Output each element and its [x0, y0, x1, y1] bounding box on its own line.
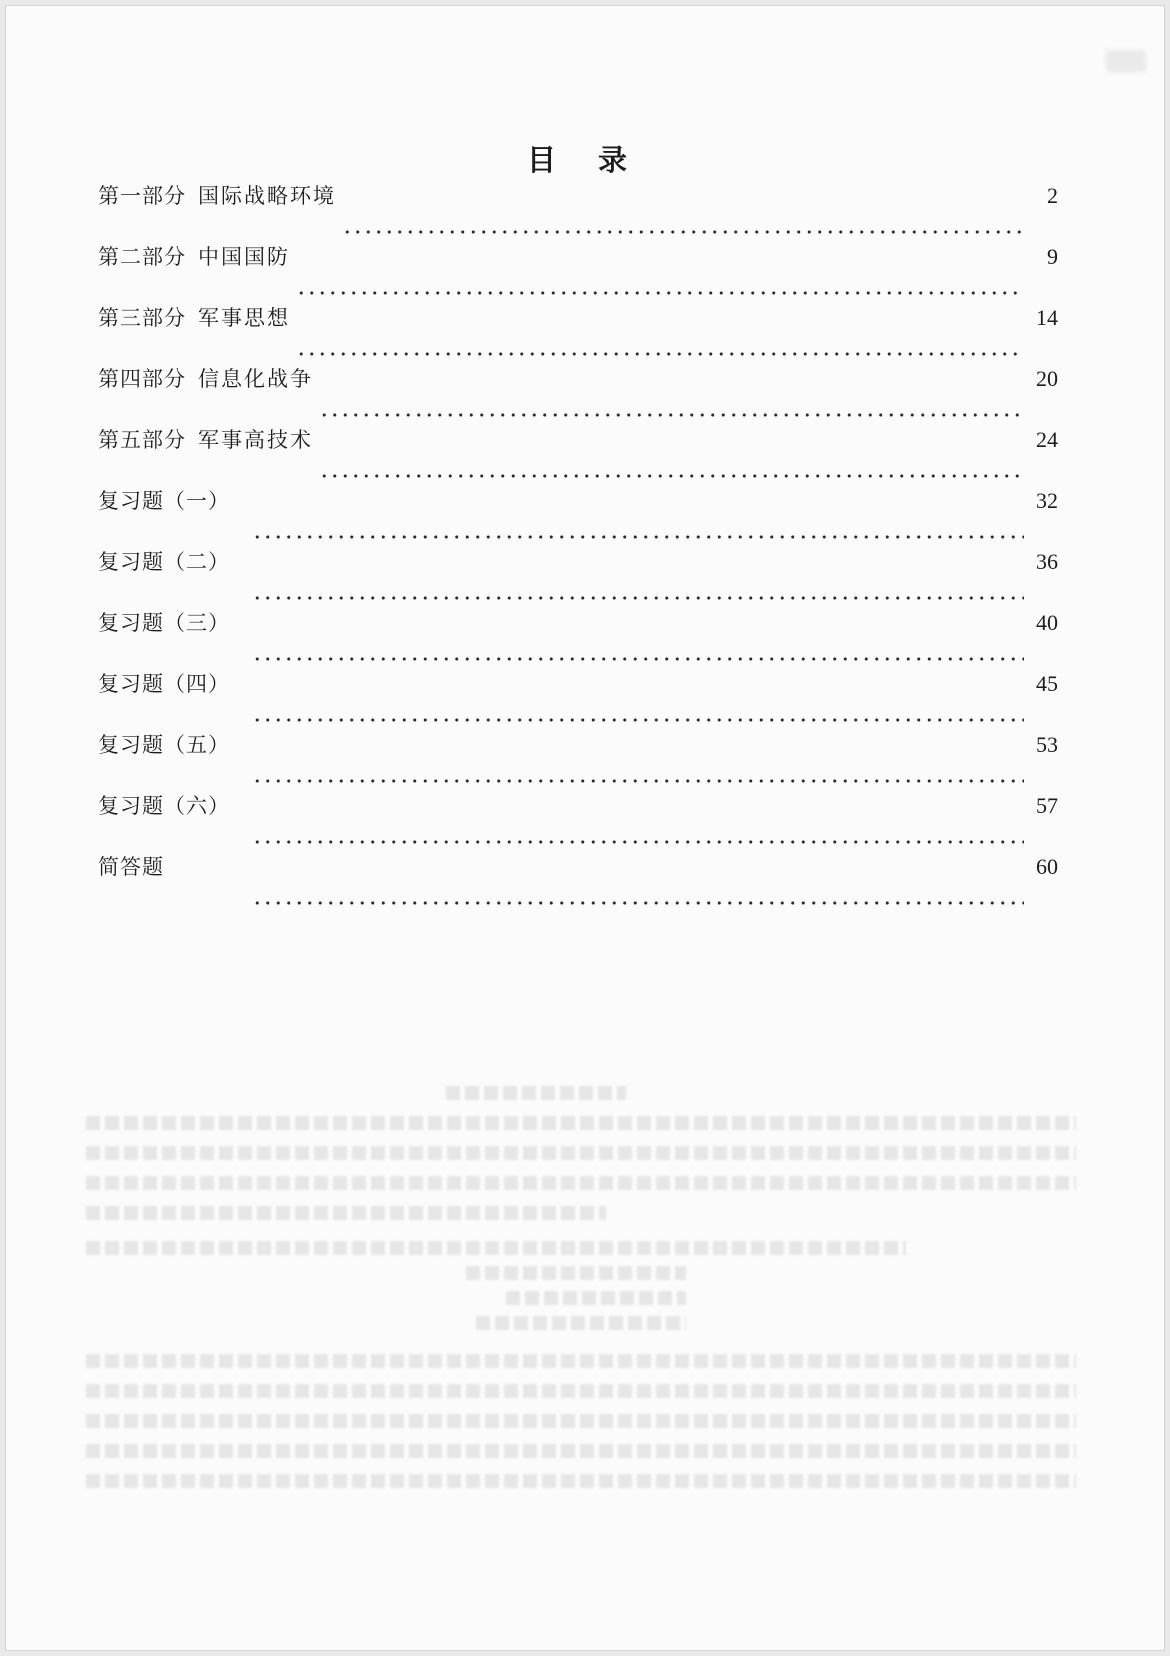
toc-entry-part: 简答题 [98, 855, 164, 879]
toc-entry[interactable] [98, 851, 1058, 912]
toc-entry-page: 14 [1036, 305, 1058, 330]
toc-entry[interactable] [98, 668, 1058, 729]
dot-leader [319, 458, 1024, 479]
toc-entry-part: 第一部分 [98, 184, 186, 208]
toc-entry-page: 53 [1036, 732, 1058, 757]
toc-entry[interactable] [98, 180, 1058, 241]
toc-entry-page: 9 [1047, 244, 1058, 269]
toc-entry-name: 信息化战争 [198, 367, 313, 391]
toc-entry-part: 复习题（三） [98, 611, 230, 635]
toc-entry[interactable] [98, 729, 1058, 790]
dot-leader [319, 397, 1024, 418]
dot-leader [296, 275, 1024, 296]
toc-entry-page: 24 [1036, 427, 1058, 452]
dot-leader [342, 214, 1024, 235]
dot-leader [252, 702, 1024, 723]
dot-leader [252, 641, 1024, 662]
dot-leader [252, 824, 1024, 845]
toc-entry-part: 第三部分 [98, 306, 186, 330]
toc-entry-part: 复习题（二） [98, 550, 230, 574]
toc-list [98, 180, 1058, 912]
document-page [5, 5, 1165, 1651]
toc-entry-name: 中国国防 [198, 245, 290, 269]
dot-leader [252, 763, 1024, 784]
toc-entry-part: 第二部分 [98, 245, 186, 269]
dot-leader [252, 519, 1024, 540]
toc-entry[interactable] [98, 241, 1058, 302]
toc-entry-page: 32 [1036, 488, 1058, 513]
reverse-side-bleed-through [86, 1086, 1086, 1526]
dot-leader [296, 336, 1024, 357]
toc-entry[interactable] [98, 485, 1058, 546]
toc-entry-part: 复习题（五） [98, 733, 230, 757]
toc-entry-part: 复习题（六） [98, 794, 230, 818]
toc-entry-page: 20 [1036, 366, 1058, 391]
toc-entry-page: 2 [1047, 183, 1058, 208]
toc-entry-page: 45 [1036, 671, 1058, 696]
toc-entry[interactable] [98, 302, 1058, 363]
toc-entry[interactable] [98, 424, 1058, 485]
toc-entry[interactable] [98, 546, 1058, 607]
toc-entry-part: 复习题（四） [98, 672, 230, 696]
toc-entry-page: 40 [1036, 610, 1058, 635]
toc-entry[interactable] [98, 790, 1058, 851]
toc-entry-part: 第四部分 [98, 367, 186, 391]
toc-title: 目 录 [526, 143, 644, 177]
toc-entry-page: 36 [1036, 549, 1058, 574]
toc-entry-page: 60 [1036, 854, 1058, 879]
dot-leader [252, 580, 1024, 601]
scan-smudge [1106, 50, 1146, 72]
toc-entry[interactable] [98, 363, 1058, 424]
toc-entry-part: 复习题（一） [98, 489, 230, 513]
toc-entry-name: 军事思想 [198, 306, 290, 330]
dot-leader [252, 885, 1024, 906]
toc-entry-page: 57 [1036, 793, 1058, 818]
toc-entry-name: 军事高技术 [198, 428, 313, 452]
toc-entry-name: 国际战略环境 [198, 184, 336, 208]
toc-entry-part: 第五部分 [98, 428, 186, 452]
toc-entry[interactable] [98, 607, 1058, 668]
